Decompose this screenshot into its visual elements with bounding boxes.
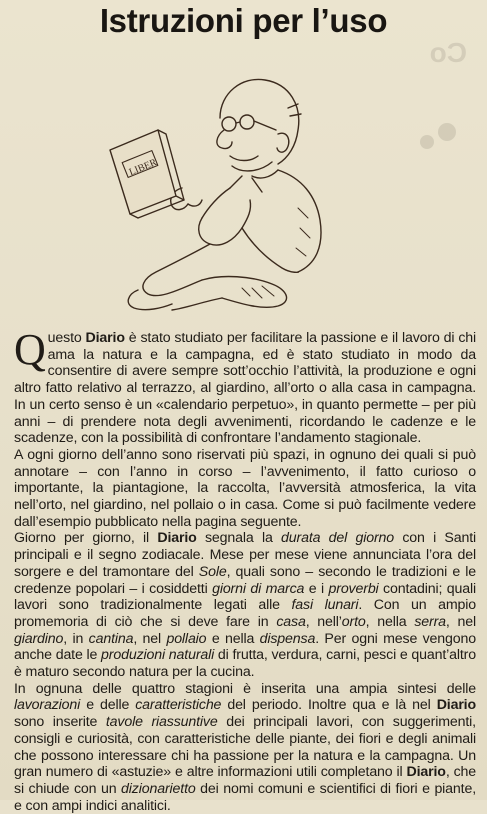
svg-text:Co: Co [429, 37, 467, 68]
text-run: In ognuna delle quattro stagioni è inserita una ampia sintesi delle [14, 680, 476, 697]
text-run: proverbi [328, 580, 379, 597]
text-run: . Per ogni mese vengono anche date le [14, 630, 476, 664]
text-run: Sole [198, 563, 227, 580]
text-run: uesto [47, 330, 86, 346]
text-run: dispensa [259, 630, 316, 647]
text-run: . Con un ampio promemoria di ciò che si deve fare in [14, 597, 476, 630]
paragraph-day-by-day [14, 530, 476, 680]
text-run: A ogni giorno dell’anno sono riservati più spazi, in ognuno dei quali si può annotare – con l’anno in corso – l’avvenimento, il fatto curioso o importante, la piantagione, la raccolta, l’avversità atmosferica, la vita nell’orto, nel giardino, nel pollaio o in casa. Come si può facilmente vedere dall’esempio pubblicato nella pagina seguente. [14, 446, 476, 530]
man-reading-book-illustration [102, 58, 332, 313]
text-run: , che si chiude con un [14, 764, 476, 797]
text-run: serra [414, 613, 446, 630]
text-run: di frutta, verdura, carni, pesci e quant’altro è maturo secondo natura per la cucina. [14, 647, 477, 681]
page-title: Istruzioni per l’uso [99, 2, 388, 39]
text-run: pollaio [166, 630, 207, 647]
text-run: giardino [14, 630, 64, 647]
text-run: Diario [85, 330, 125, 346]
text-run: è stato studiato per facilitare la passione e il lavoro di chi ama la natura e la campagna, ed è stato studiato in modo da consentire di avere sempre sott’occhio l’attività, la produzione e ogni altro fatto relativo al terrazzo, al giardino, all’orto o alla casa in campagna. In un certo senso è un «calendario perpetuo», in quanto permette – per più anni – di prendere nota degli avvenimenti, ricordando le cadenze e le scadenze, con la possibilità di confrontare l’andamento stagionale. [14, 330, 477, 447]
text-run: Giorno per giorno, il [14, 530, 158, 547]
text-run: contadini; quali lavori sono tradizionalmente legati alle [14, 580, 477, 614]
text-run: , nel [445, 613, 477, 630]
text-run: giorni di marca [212, 580, 305, 597]
text-run: del periodo. Inoltre qua e là nel [221, 697, 437, 714]
text-run: lavorazioni [14, 697, 81, 714]
bleed-through-text [387, 22, 477, 162]
paragraph-daily-spaces [14, 447, 476, 531]
text-run: tavole riassuntive [105, 714, 218, 731]
text-run: e i [304, 580, 329, 597]
paragraph-intro [14, 325, 477, 447]
text-run: , nel [133, 630, 167, 647]
text-run: fasi lunari [291, 597, 359, 614]
text-run: Diario [157, 530, 197, 547]
text-run: Diario [406, 764, 446, 781]
book-label: LIBER [127, 157, 159, 179]
text-run: dei principali lavori, con suggerimenti, consigli e curiosità, con caratteristiche delle piante, dei fiori e degli animali che possono interessare chi ha passione per la natura e la campagna. Un gran numero di «astuzie» e altre informazioni utili completano il [14, 714, 476, 781]
text-run: , nella [365, 613, 415, 630]
body-text [14, 325, 477, 814]
text-run: sono inserite [14, 714, 106, 731]
paragraph-seasons [14, 681, 476, 814]
text-run: produzioni naturali [101, 647, 215, 664]
text-run: Diario [436, 697, 476, 714]
text-run: caratteristiche [135, 697, 222, 714]
text-run: casa [276, 613, 306, 630]
text-run: e nella [206, 630, 260, 647]
text-run: dizionarietto [121, 780, 196, 797]
drop-cap: Q [14, 325, 46, 374]
text-run: , nell’ [305, 613, 342, 630]
text-run: segnala la [196, 530, 282, 547]
text-run: , in [63, 630, 89, 647]
text-run: dei nomi comuni e scientifici di fiori e piante, e con ampi indici analitici. [14, 780, 476, 814]
text-run: e delle [80, 697, 136, 714]
text-run: orto [341, 613, 366, 630]
text-run: , quali sono – secondo le tradizioni e le credenze popolari – i cosiddetti [14, 563, 476, 597]
text-run: durata del giorno [281, 530, 395, 547]
text-run: cantina [88, 630, 134, 647]
text-run: con i Santi principali e il segno zodiacale. Mese per mese viene annunciata l’ora del sorgere e del tramontare del [14, 530, 477, 580]
